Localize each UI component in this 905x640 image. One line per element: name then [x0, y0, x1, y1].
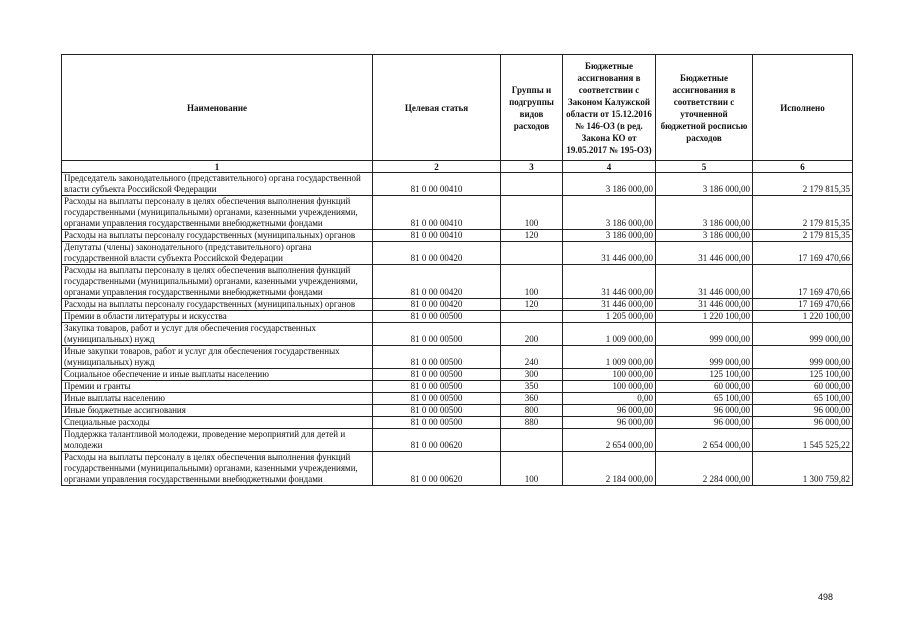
row-name: Иные выплаты населению — [62, 393, 373, 405]
row-name: Специальные расходы — [62, 417, 373, 429]
table-row — [62, 429, 853, 452]
row-expense-group: 350 — [501, 381, 563, 393]
row-expense-group: 300 — [501, 369, 563, 381]
row-expense-group: 100 — [501, 452, 563, 486]
row-target-article: 81 0 00 00410 — [373, 196, 501, 230]
row-executed-amount: 2 179 815,35 — [753, 196, 853, 230]
header-refined-allocations: Бюджетные ассигнования в соответствии с уточненной бюджетной росписью расходов — [656, 55, 753, 161]
table-row — [62, 230, 853, 242]
row-law-amount: 3 186 000,00 — [563, 196, 656, 230]
column-number: 5 — [656, 161, 753, 173]
row-law-amount: 96 000,00 — [563, 417, 656, 429]
row-executed-amount: 96 000,00 — [753, 405, 853, 417]
row-law-amount: 31 446 000,00 — [563, 265, 656, 299]
row-executed-amount: 2 179 815,35 — [753, 173, 853, 196]
row-name: Расходы на выплаты персоналу государственных (муниципальных) органов — [62, 230, 373, 242]
row-target-article: 81 0 00 00500 — [373, 393, 501, 405]
row-name: Закупка товаров, работ и услуг для обеспечения государственных (муниципальных) нужд — [62, 323, 373, 346]
row-target-article: 81 0 00 00500 — [373, 381, 501, 393]
table-row — [62, 369, 853, 381]
row-refined-amount: 999 000,00 — [656, 323, 753, 346]
table-row — [62, 417, 853, 429]
row-refined-amount: 3 186 000,00 — [656, 173, 753, 196]
row-name: Иные закупки товаров, работ и услуг для обеспечения государственных (муниципальных) нужд — [62, 346, 373, 369]
row-law-amount: 3 186 000,00 — [563, 230, 656, 242]
row-executed-amount: 96 000,00 — [753, 417, 853, 429]
table-row — [62, 265, 853, 299]
row-refined-amount: 60 000,00 — [656, 381, 753, 393]
row-target-article: 81 0 00 00620 — [373, 452, 501, 486]
row-name: Премии в области литературы и искусства — [62, 311, 373, 323]
row-expense-group — [501, 242, 563, 265]
row-law-amount: 1 009 000,00 — [563, 346, 656, 369]
row-name: Расходы на выплаты персоналу в целях обеспечения выполнения функций государственными (муниципальными) органами, казенными учреждениями, органами управления государственными внебюджетными фондами — [62, 196, 373, 230]
row-refined-amount: 96 000,00 — [656, 417, 753, 429]
row-target-article: 81 0 00 00620 — [373, 429, 501, 452]
row-refined-amount: 31 446 000,00 — [656, 242, 753, 265]
row-refined-amount: 2 654 000,00 — [656, 429, 753, 452]
row-target-article: 81 0 00 00420 — [373, 299, 501, 311]
row-target-article: 81 0 00 00410 — [373, 230, 501, 242]
row-law-amount: 0,00 — [563, 393, 656, 405]
table-row — [62, 405, 853, 417]
table-row — [62, 452, 853, 486]
column-number: 4 — [563, 161, 656, 173]
table-body — [62, 173, 853, 486]
row-executed-amount: 1 300 759,82 — [753, 452, 853, 486]
table-row — [62, 381, 853, 393]
row-name: Иные бюджетные ассигнования — [62, 405, 373, 417]
column-number: 2 — [373, 161, 501, 173]
row-executed-amount: 65 100,00 — [753, 393, 853, 405]
row-executed-amount: 999 000,00 — [753, 346, 853, 369]
row-executed-amount: 17 169 470,66 — [753, 265, 853, 299]
row-law-amount: 1 205 000,00 — [563, 311, 656, 323]
row-refined-amount: 31 446 000,00 — [656, 265, 753, 299]
table-row — [62, 173, 853, 196]
row-refined-amount: 2 284 000,00 — [656, 452, 753, 486]
row-expense-group: 200 — [501, 323, 563, 346]
column-number-row — [62, 161, 853, 173]
row-expense-group — [501, 429, 563, 452]
row-executed-amount: 17 169 470,66 — [753, 299, 853, 311]
column-number: 3 — [501, 161, 563, 173]
row-refined-amount: 65 100,00 — [656, 393, 753, 405]
table-row — [62, 242, 853, 265]
row-name: Расходы на выплаты персоналу в целях обеспечения выполнения функций государственными (муниципальными) органами, казенными учреждениями, органами управления государственными внебюджетными фондами — [62, 265, 373, 299]
header-executed: Исполнено — [753, 55, 853, 161]
header-law-allocations: Бюджетные ассигнования в соответствии с Законом Калужской области от 15.12.2016 № 146-ОЗ (в ред. Закона КО от 19.05.2017 № 195-ОЗ) — [563, 55, 656, 161]
row-law-amount: 31 446 000,00 — [563, 299, 656, 311]
row-executed-amount: 17 169 470,66 — [753, 242, 853, 265]
header-target-article: Целевая статья — [373, 55, 501, 161]
header-name: Наименование — [62, 55, 373, 161]
row-target-article: 81 0 00 00410 — [373, 173, 501, 196]
row-expense-group — [501, 311, 563, 323]
page-number: 498 — [818, 592, 834, 602]
row-target-article: 81 0 00 00500 — [373, 369, 501, 381]
table-row — [62, 323, 853, 346]
row-target-article: 81 0 00 00500 — [373, 417, 501, 429]
row-name: Расходы на выплаты персоналу в целях обеспечения выполнения функций государственными (муниципальными) органами, казенными учреждениями, органами управления государственными внебюджетными фондами — [62, 452, 373, 486]
row-law-amount: 96 000,00 — [563, 405, 656, 417]
table-row — [62, 346, 853, 369]
row-executed-amount: 999 000,00 — [753, 323, 853, 346]
row-target-article: 81 0 00 00500 — [373, 405, 501, 417]
row-executed-amount: 1 545 525,22 — [753, 429, 853, 452]
row-law-amount: 100 000,00 — [563, 369, 656, 381]
table-row — [62, 299, 853, 311]
row-expense-group: 100 — [501, 196, 563, 230]
row-law-amount: 3 186 000,00 — [563, 173, 656, 196]
row-refined-amount: 3 186 000,00 — [656, 196, 753, 230]
row-name: Поддержка талантливой молодежи, проведение мероприятий для детей и молодежи — [62, 429, 373, 452]
table-row — [62, 196, 853, 230]
row-name: Депутаты (члены) законодательного (представительного) органа государственной власти субъекта Российской Федерации — [62, 242, 373, 265]
row-law-amount: 1 009 000,00 — [563, 323, 656, 346]
row-expense-group: 880 — [501, 417, 563, 429]
row-law-amount: 100 000,00 — [563, 381, 656, 393]
column-number: 1 — [62, 161, 373, 173]
row-target-article: 81 0 00 00500 — [373, 323, 501, 346]
row-name: Социальное обеспечение и иные выплаты населению — [62, 369, 373, 381]
row-target-article: 81 0 00 00420 — [373, 265, 501, 299]
column-number: 6 — [753, 161, 853, 173]
row-refined-amount: 96 000,00 — [656, 405, 753, 417]
row-refined-amount: 1 220 100,00 — [656, 311, 753, 323]
row-expense-group: 100 — [501, 265, 563, 299]
table-row — [62, 393, 853, 405]
row-executed-amount: 2 179 815,35 — [753, 230, 853, 242]
row-executed-amount: 1 220 100,00 — [753, 311, 853, 323]
row-target-article: 81 0 00 00420 — [373, 242, 501, 265]
row-target-article: 81 0 00 00500 — [373, 311, 501, 323]
row-refined-amount: 125 100,00 — [656, 369, 753, 381]
row-name: Расходы на выплаты персоналу государственных (муниципальных) органов — [62, 299, 373, 311]
header-row — [62, 55, 853, 161]
row-refined-amount: 3 186 000,00 — [656, 230, 753, 242]
row-expense-group: 240 — [501, 346, 563, 369]
row-name: Премии и гранты — [62, 381, 373, 393]
row-executed-amount: 60 000,00 — [753, 381, 853, 393]
row-executed-amount: 125 100,00 — [753, 369, 853, 381]
row-target-article: 81 0 00 00500 — [373, 346, 501, 369]
row-expense-group: 120 — [501, 299, 563, 311]
row-refined-amount: 999 000,00 — [656, 346, 753, 369]
row-expense-group: 120 — [501, 230, 563, 242]
row-expense-group — [501, 173, 563, 196]
table-row — [62, 311, 853, 323]
row-law-amount: 2 654 000,00 — [563, 429, 656, 452]
row-expense-group: 800 — [501, 405, 563, 417]
header-expense-groups: Группы и подгруппы видов расходов — [501, 55, 563, 161]
row-name: Председатель законодательного (представительного) органа государственной власти субъекта Российской Федерации — [62, 173, 373, 196]
budget-table — [61, 54, 853, 486]
row-expense-group: 360 — [501, 393, 563, 405]
row-law-amount: 2 184 000,00 — [563, 452, 656, 486]
row-refined-amount: 31 446 000,00 — [656, 299, 753, 311]
row-law-amount: 31 446 000,00 — [563, 242, 656, 265]
